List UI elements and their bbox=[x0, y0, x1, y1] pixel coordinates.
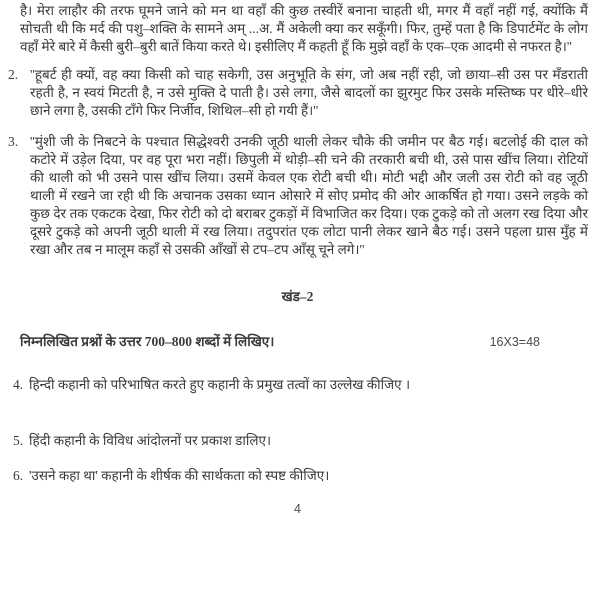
passage-item-3-number: 3. bbox=[8, 134, 19, 149]
passage-item-3 bbox=[7, 133, 588, 259]
question-6-text: 'उसने कहा था' कहानी के शीर्षक की सार्थकता को स्पष्ट कीजिए। bbox=[29, 468, 330, 483]
question-4 bbox=[7, 376, 588, 394]
passage-item-2 bbox=[7, 66, 588, 120]
instruction-text: निम्नलिखित प्रश्नों के उत्तर 700–800 शब्दों में लिखिए। bbox=[20, 334, 275, 349]
instruction-row bbox=[20, 333, 588, 351]
question-6 bbox=[7, 467, 588, 485]
question-5 bbox=[7, 432, 588, 450]
passage-item-2-text: ''हूबर्ट ही क्यों, वह क्या किसी को चाह सकेगी, उस अनुभूति के संग, जो अब नहीं रही, जो छाया–सी उस पर मँडराती रहती है, न स्वयं मिटती है, न उसे मुक्ति दे पाती है। उसे लगा, जैसे बादलों का झुरमुट फिर उसके मस्तिष्क पर धीरे–धीरे छाने लगा है, उसकी टाँगे फिर निर्जीव, शिथिल–सी हो गयी हैं।'' bbox=[30, 67, 588, 118]
question-5-number: 5. bbox=[13, 433, 24, 448]
continuation-paragraph: है। मेरा लाहौर की तरफ घूमने जाने को मन था वहाँ की कुछ तस्वीरें बनाना चाहती थी, मगर मैं वहाँ नहीं गई, क्योंकि मैं सोचती थी कि मर्द की पशु–शक्ति के सामने अम् ...अ. मैं अकेली क्या कर सकूँगी। फिर, तुम्हें पता है कि डिपार्टमेंट के लोग वहाँ मेरे बारे में कैसी बुरी–बुरी बातें किया करते थे। इसीलिए मैं कहती हूँ कि मुझे वहाँ के एक–एक आदमी से नफरत है।'' bbox=[20, 3, 588, 54]
page-number: 4 bbox=[294, 502, 301, 516]
passage-item-2-number: 2. bbox=[8, 67, 19, 82]
question-5-text: हिंदी कहानी के विविध आंदोलनों पर प्रकाश डालिए। bbox=[29, 433, 272, 448]
section-heading: खंड–2 bbox=[281, 289, 314, 304]
marks-scheme: 16X3=48 bbox=[489, 335, 540, 349]
passage-item-3-text: ''मुंशी जी के निबटने के पश्चात सिद्धेश्वरी उनकी जूठी थाली लेकर चौके की जमीन पर बैठ गई। बटलोई की दाल को कटोरे में उड़ेल दिया, पर वह पूरा भरा नहीं। छिपुली में थोड़ी–सी चने की तरकारी बची थी, उसे पास खींच लिया। रोटियों की थाली को भी उसने पास खींच लिया। उसमें केवल एक रोटी बची थी। मोटी भद्दी और जली उस रोटी को वह जूठी थाली में रखने जा रही थी कि अचानक उसका ध्यान ओसारे में सोए प्रमोद की ओर आकर्षित हो गया। उसने लड़के को कुछ देर तक एकटक देखा, फिर रोटी को दो बराबर टुकड़ों में विभाजित कर दिया। एक टुकड़े को तो अलग रख दिया और दूसरे टुकड़े को अपनी जूठी थाली में रख लिया। तदुपरांत एक लोटा पानी लेकर खाने बैठ गई। उसने पहला ग्रास मुँह में रखा और तब न मालूम कहाँ से उसकी आँखों से टप–टप आँसू चूने लगे।'' bbox=[30, 134, 588, 257]
question-4-text: हिन्दी कहानी को परिभाषित करते हुए कहानी के प्रमुख तत्वों का उल्लेख कीजिए । bbox=[29, 377, 411, 392]
question-4-number: 4. bbox=[13, 377, 24, 392]
question-6-number: 6. bbox=[13, 468, 24, 483]
